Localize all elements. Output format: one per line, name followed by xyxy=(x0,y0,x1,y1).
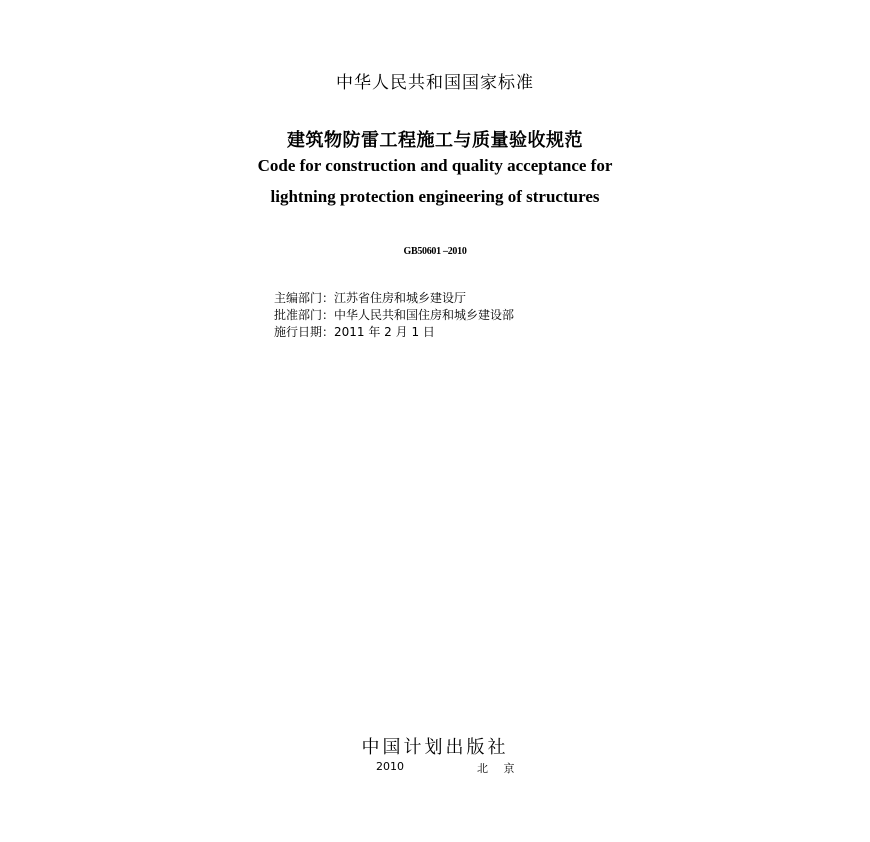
publisher-footer xyxy=(0,760,870,776)
meta-value: 2011 年 2 月 1 日 xyxy=(334,325,435,339)
meta-value: 江苏省住房和城乡建设厅 xyxy=(334,291,467,305)
national-standard-heading: 中华人民共和国国家标准 xyxy=(336,73,534,93)
meta-row-chief-editor xyxy=(274,290,514,307)
meta-value: 中华人民共和国住房和城乡建设部 xyxy=(334,308,515,322)
meta-row-approval xyxy=(274,307,514,324)
publication-year: 2010 xyxy=(376,760,404,773)
publication-city: 北 京 xyxy=(477,762,521,775)
standard-code: GB50601 –2010 xyxy=(403,246,467,257)
title-chinese: 建筑物防雷工程施工与质量验收规范 xyxy=(287,130,583,151)
publisher-name: 中国计划出版社 xyxy=(361,737,509,758)
title-english-line-2: lightning protection engineering of structures xyxy=(270,187,600,206)
meta-label: 主编部门： xyxy=(274,291,335,305)
meta-row-effective-date xyxy=(274,324,514,341)
meta-label: 施行日期： xyxy=(274,325,335,339)
meta-label: 批准部门： xyxy=(274,308,335,322)
meta-block xyxy=(274,290,514,341)
title-english-line-1: Code for construction and quality acceptance for xyxy=(257,156,613,175)
